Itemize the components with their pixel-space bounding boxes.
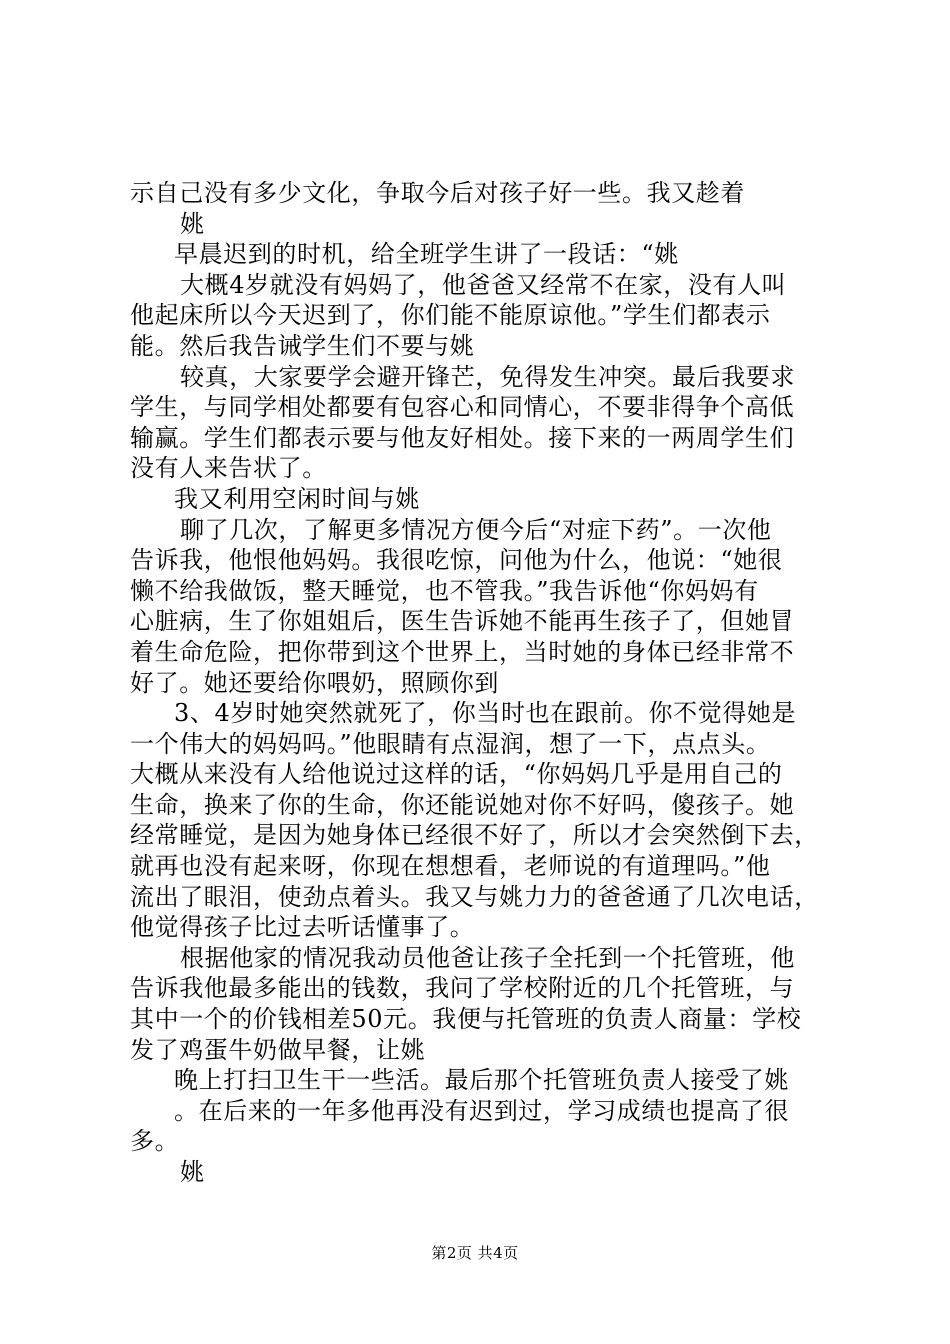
text-line: 他起床所以今天迟到了，你们能不能原谅他。”学生们都表示 <box>130 301 771 330</box>
text-line: 着生命危险，把你带到这个世界上，当时她的身体已经非常不 <box>130 637 795 666</box>
text-line: 一个伟大的妈妈吗。”他眼睛有点湿润，想了一下，点点头。 <box>130 729 771 758</box>
text-line: 他觉得孩子比过去听话懂事了。 <box>130 913 475 942</box>
text-line: 发了鸡蛋牛奶做早餐，让姚 <box>130 1035 426 1064</box>
text-line: 懒不给我做饭，整天睡觉，也不管我。”我告诉他“你妈妈有 <box>130 576 759 605</box>
page-number-footer: 第2页 共4页 <box>431 1244 519 1262</box>
text-line: 没有人来告状了。 <box>130 454 327 483</box>
text-line: 3、4岁时她突然就死了，你当时也在跟前。你不觉得她是 <box>174 699 797 728</box>
text-line: 姚 <box>180 1158 205 1186</box>
text-line: 我又利用空闲时间与姚 <box>174 484 420 513</box>
text-line: 生命，换来了你的生命，你还能说她对你不好吗，傻孩子。她 <box>130 790 795 819</box>
text-line: 告诉我他最多能出的钱数，我问了学校附近的几个托管班，与 <box>130 974 795 1003</box>
text-line: 根据他家的情况我动员他爸让孩子全托到一个托管班，他 <box>180 943 795 972</box>
text-line: 输赢。学生们都表示要与他友好相处。接下来的一两周学生们 <box>130 423 795 452</box>
text-line: 告诉我，他恨他妈妈。我很吃惊，问他为什么，他说：“她很 <box>130 546 783 575</box>
text-line: 心脏病，生了你姐姐后，医生告诉她不能再生孩子了，但她冒 <box>130 607 795 636</box>
text-line: 示自己没有多少文化，争取今后对孩子好一些。我又趁着 <box>130 179 745 207</box>
text-line: 晚上打扫卫生干一些活。最后那个托管班负责人接受了姚 <box>174 1066 789 1095</box>
text-line: 较真，大家要学会避开锋芒，免得发生冲突。最后我要求 <box>180 362 795 391</box>
text-line: 大概从来没有人给他说过这样的话，“你妈妈几乎是用自己的 <box>130 760 783 789</box>
text-line: 聊了几次，了解更多情况方便今后“对症下药”。一次他 <box>180 515 772 544</box>
text-line: 学生，与同学相处都要有包容心和同情心，不要非得争个高低 <box>130 393 795 422</box>
text-line: 就再也没有起来呀，你现在想想看，老师说的有道理吗。”他 <box>130 852 771 881</box>
text-line: 姚 <box>180 209 205 238</box>
text-line: 能。然后我告诫学生们不要与姚 <box>130 331 475 360</box>
text-line: 经常睡觉，是因为她身体已经很不好了，所以才会突然倒下去， <box>130 821 819 850</box>
document-body <box>130 178 850 1188</box>
text-line: 好了。她还要给你喂奶，照顾你到 <box>130 668 499 697</box>
text-line: 其中一个的价钱相差50元。我便与托管班的负责人商量：学校 <box>130 1005 802 1034</box>
text-line: 多。 <box>130 1127 180 1156</box>
text-line: 早晨迟到的时机，给全班学生讲了一段话：“姚 <box>174 240 679 269</box>
text-line: 流出了眼泪，使劲点着头。我又与姚力力的爸爸通了几次电话， <box>130 882 819 911</box>
text-line: 。在后来的一年多他再没有迟到过，学习成绩也提高了很 <box>174 1096 789 1125</box>
text-line: 大概4岁就没有妈妈了，他爸爸又经常不在家，没有人叫 <box>180 270 787 299</box>
